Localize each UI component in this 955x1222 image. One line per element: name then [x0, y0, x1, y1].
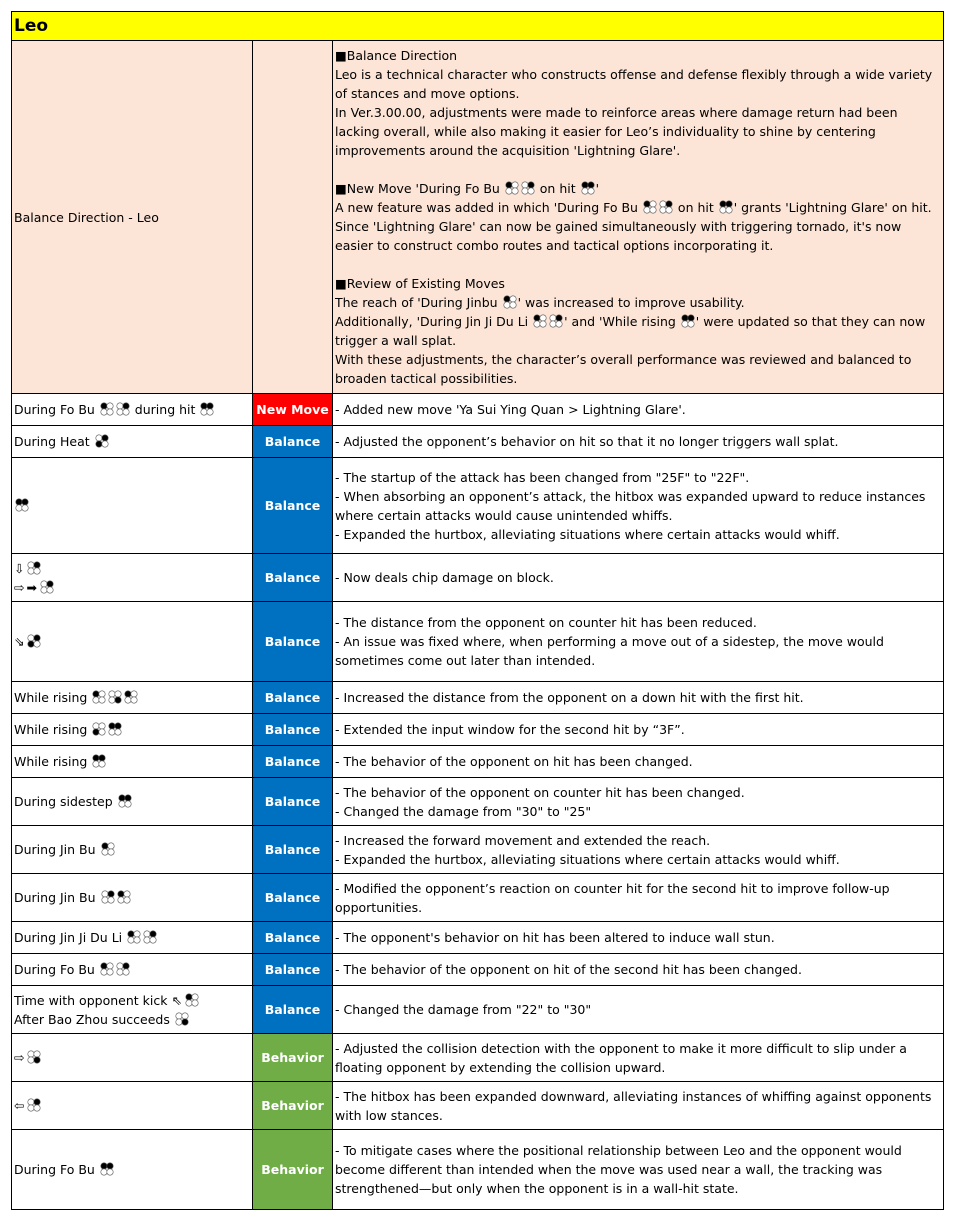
change-description — [333, 778, 944, 826]
change-line: - Expanded the hurtbox, alleviating situations where certain attacks would whiff. — [335, 526, 840, 542]
change-line: - Changed the damage from "22" to "30" — [335, 1002, 592, 1017]
direction-arrow-icon: ⇦ — [14, 1098, 25, 1113]
button-1-icon — [100, 402, 114, 416]
move-input: Time with opponent kick ⇖ After Bao Zhou succeeds — [12, 986, 253, 1034]
button-2-icon — [659, 200, 673, 214]
button-4-icon — [108, 690, 122, 704]
change-description — [333, 874, 944, 922]
direction-arrow-icon: ⇖ — [171, 992, 182, 1008]
move-input: During sidestep — [12, 778, 253, 826]
change-line: - Increased the forward movement and extended the reach. — [335, 832, 711, 848]
intro-row — [12, 41, 944, 394]
table-row — [12, 682, 944, 714]
button-1-plus-2-icon — [719, 200, 733, 214]
change-line: - The opponent's behavior on hit has been altered to induce wall stun. — [335, 930, 775, 945]
change-line: - The behavior of the opponent on counter hit has been changed. — [335, 784, 745, 800]
button-1-icon — [503, 295, 517, 309]
change-description — [333, 954, 944, 986]
category-badge: New Move — [253, 394, 333, 426]
move-input: During Jin Ji Du Li — [12, 922, 253, 954]
table-row — [12, 394, 944, 426]
change-line: - Increased the distance from the opponent on a down hit with the first hit. — [335, 690, 804, 705]
category-badge: Balance — [253, 682, 333, 714]
change-line: - Added new move 'Ya Sui Ying Quan > Lightning Glare'. — [335, 402, 686, 417]
button-1-icon — [185, 993, 199, 1007]
table-row — [12, 826, 944, 874]
move-input: During Jin Bu — [12, 874, 253, 922]
button-2-icon — [101, 890, 115, 904]
button-2-icon — [521, 181, 535, 195]
button-4-icon — [175, 1012, 189, 1026]
intro-paragraph: Leo is a technical character who constructs offense and defense flexibly through a wide variety of stances and move options. — [335, 67, 933, 101]
patch-notes-table — [11, 11, 944, 1210]
change-line: - The startup of the attack has been changed from "25F" to "22F". — [335, 469, 750, 485]
change-line: - Extended the input window for the second hit by “3F”. — [335, 722, 685, 737]
change-description — [333, 986, 944, 1034]
table-row — [12, 1082, 944, 1130]
move-input: During Heat — [12, 426, 253, 458]
move-input — [12, 1082, 253, 1130]
intro-paragraph: Since 'Lightning Glare' can now be gained simultaneously with triggering tornado, it's now easier to construct combo routes and tactical options incorporating it. — [335, 219, 902, 253]
category-badge: Balance — [253, 458, 333, 554]
direction-arrow-icon: ⇨ — [14, 1050, 25, 1065]
table-row — [12, 986, 944, 1034]
change-line: - Modified the opponent’s reaction on counter hit for the second hit to improve follow-up opportunities. — [335, 880, 890, 915]
direction-arrow-icon: ➡ — [26, 579, 37, 595]
button-1-icon — [92, 690, 106, 704]
change-description — [333, 1082, 944, 1130]
category-badge: Behavior — [253, 1130, 333, 1210]
button-1-icon — [100, 962, 114, 976]
intro-paragraph: With these adjustments, the character’s overall performance was reviewed and balanced to broaden tactical possibilities. — [335, 352, 912, 386]
intro-section-heading: ■New Move 'During Fo Bu on hit ' — [335, 181, 600, 196]
move-input: While rising — [12, 714, 253, 746]
move-input: While rising — [12, 682, 253, 714]
button-1-plus-2-icon — [15, 498, 29, 512]
change-line: - Expanded the hurtbox, alleviating situations where certain attacks would whiff. — [335, 851, 840, 867]
intro-paragraph: In Ver.3.00.00, adjustments were made to reinforce areas where damage return had been lacking overall, while also making it easier for Leo’s individuality to shine by centering improvements around the acquisition 'Lightning Glare'. — [335, 105, 898, 158]
button-1-plus-2-icon — [100, 1162, 114, 1176]
change-line: - To mitigate cases where the positional relationship between Leo and the opponent would become different than intended when the move was used near a wall, the tracking was strengthened—but only when the opponent is in a wall-hit state. — [335, 1143, 902, 1196]
category-badge: Behavior — [253, 1082, 333, 1130]
button-1-icon — [643, 200, 657, 214]
button-1-plus-2-icon — [200, 402, 214, 416]
move-input: During Fo Bu — [12, 954, 253, 986]
change-description — [333, 1034, 944, 1082]
table-row — [12, 1034, 944, 1082]
move-input: During Fo Bu — [12, 1130, 253, 1210]
category-badge: Balance — [253, 746, 333, 778]
button-2-icon — [143, 930, 157, 944]
intro-category — [253, 41, 333, 394]
table-row — [12, 874, 944, 922]
button-1-plus-2-icon — [108, 722, 122, 736]
table-row — [12, 778, 944, 826]
move-input — [12, 1034, 253, 1082]
change-description — [333, 458, 944, 554]
title-row — [12, 12, 944, 41]
spacer — [335, 160, 941, 179]
button-1-plus-2-icon — [92, 754, 106, 768]
change-description — [333, 426, 944, 458]
move-input — [12, 602, 253, 682]
button-1-icon — [101, 842, 115, 856]
button-1-icon — [124, 690, 138, 704]
table-row — [12, 602, 944, 682]
intro-paragraph: Additionally, 'During Jin Ji Du Li ' and 'While rising ' were updated so that they can now trigger a wall splat. — [335, 314, 926, 348]
category-badge: Balance — [253, 554, 333, 602]
change-line: - An issue was fixed where, when performing a move out of a sidestep, the move would sometimes come out later than intended. — [335, 634, 884, 668]
table-row — [12, 954, 944, 986]
change-line: - When absorbing an opponent’s attack, the hitbox was expanded upward to reduce instances where certain attacks would cause unintended whiffs. — [335, 488, 926, 523]
button-1-icon — [533, 314, 547, 328]
change-description — [333, 714, 944, 746]
change-description — [333, 922, 944, 954]
change-description — [333, 602, 944, 682]
table-row — [12, 746, 944, 778]
button-1-icon — [505, 181, 519, 195]
category-badge: Balance — [253, 826, 333, 874]
intro-section-heading: ■Review of Existing Moves — [335, 276, 505, 291]
move-input — [12, 458, 253, 554]
category-badge: Balance — [253, 874, 333, 922]
change-line: - The behavior of the opponent on hit of the second hit has been changed. — [335, 962, 802, 977]
table-row — [12, 922, 944, 954]
table-row — [12, 554, 944, 602]
intro-label: Balance Direction - Leo — [12, 41, 253, 394]
category-badge: Balance — [253, 602, 333, 682]
change-description — [333, 682, 944, 714]
button-2-plus-3-icon — [95, 434, 109, 448]
button-1-plus-2-icon — [681, 314, 695, 328]
change-line: - Adjusted the collision detection with the opponent to make it more difficult to slip under a floating opponent by extending the collision upward. — [335, 1040, 907, 1075]
change-line: - The hitbox has been expanded downward, alleviating instances of whiffing against opponents with low stances. — [335, 1088, 932, 1123]
button-1-plus-2-icon — [118, 794, 132, 808]
button-2-icon — [116, 962, 130, 976]
change-description — [333, 826, 944, 874]
change-line: - The behavior of the opponent on hit has been changed. — [335, 754, 693, 769]
button-3-icon — [92, 722, 106, 736]
button-2-icon — [40, 580, 54, 594]
table-row — [12, 458, 944, 554]
button-2-icon — [549, 314, 563, 328]
table-row — [12, 1130, 944, 1210]
table-row — [12, 426, 944, 458]
spacer — [335, 255, 941, 274]
category-badge: Balance — [253, 922, 333, 954]
change-line: - Changed the damage from "30" to "25" — [335, 803, 592, 819]
category-badge: Balance — [253, 426, 333, 458]
move-input: While rising — [12, 746, 253, 778]
button-1-plus-2-icon — [581, 181, 595, 195]
category-badge: Balance — [253, 778, 333, 826]
category-badge: Balance — [253, 714, 333, 746]
button-2-plus-3-icon — [27, 634, 41, 648]
direction-arrow-icon: ⇩ — [14, 560, 25, 576]
intro-paragraph: The reach of 'During Jinbu ' was increased to improve usability. — [335, 295, 745, 310]
button-4-icon — [27, 1050, 41, 1064]
button-2-icon — [27, 561, 41, 575]
category-badge: Balance — [253, 954, 333, 986]
button-2-icon — [27, 1098, 41, 1112]
table-row — [12, 714, 944, 746]
category-badge: Balance — [253, 986, 333, 1034]
button-1-icon — [127, 930, 141, 944]
character-title: Leo — [12, 12, 944, 41]
move-input: During Jin Bu — [12, 826, 253, 874]
change-description — [333, 394, 944, 426]
change-line: - Now deals chip damage on block. — [335, 570, 554, 585]
intro-text — [333, 41, 944, 394]
button-1-icon — [117, 890, 131, 904]
change-line: - Adjusted the opponent’s behavior on hit so that it no longer triggers wall splat. — [335, 434, 839, 449]
direction-arrow-icon: ⇘ — [14, 634, 25, 649]
change-line: - The distance from the opponent on counter hit has been reduced. — [335, 615, 757, 630]
move-input: During Fo Bu during hit — [12, 394, 253, 426]
change-description — [333, 746, 944, 778]
move-input — [12, 554, 253, 602]
intro-section-heading: ■Balance Direction — [335, 48, 458, 63]
change-description — [333, 1130, 944, 1210]
intro-paragraph: A new feature was added in which 'During Fo Bu on hit ' grants 'Lightning Glare' on hit. — [335, 200, 932, 215]
change-description — [333, 554, 944, 602]
button-2-icon — [116, 402, 130, 416]
category-badge: Behavior — [253, 1034, 333, 1082]
direction-arrow-icon: ⇨ — [14, 579, 25, 595]
